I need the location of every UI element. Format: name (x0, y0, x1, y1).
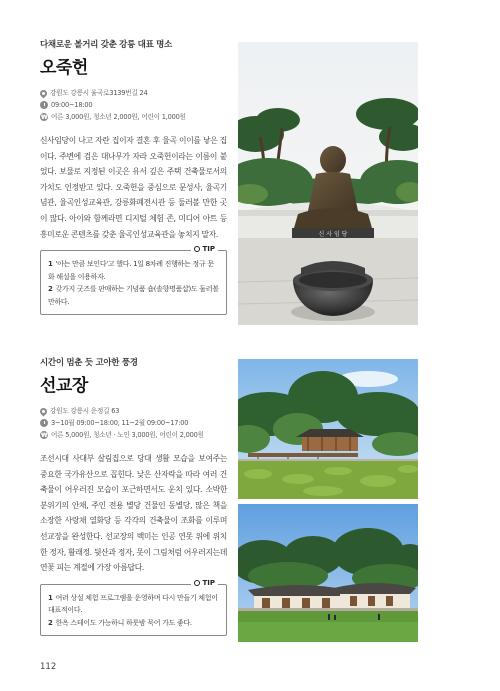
body-paragraph: 조선시대 사대부 살림집으로 당대 생활 모습을 보여주는 중요한 국가유산으로 꼽힌다. 낮은 산자락을 따라 여러 건축물이 어우러진 모습이 포근하면서도 운치 있다. 소박한 분위기의 안채, 주인 전용 별당 건물인 동별당, 많은 책을 소장한 사랑채 열화당 등 각각의 건축물이 조화를 이루며 선교장을 완성한다. 선교장의 백미는 인공 연못 위에 위치한 정자, 활래정. 뒷산과 정자, 못이 그림처럼 어우러지는데 연꽃 피는 계절에 가장 아름답다. (40, 454, 227, 573)
photo-seongyojang-hanok (238, 504, 418, 642)
tip-label (191, 245, 218, 253)
address-text: 강원도 강릉시 율곡로3139번길 24 (50, 89, 148, 97)
clock-icon (40, 101, 48, 109)
address-row (40, 405, 227, 417)
fees-text: 어른 5,000원, 청소년 · 노인 3,000원, 어린이 2,000원 (51, 431, 204, 439)
info-block (40, 405, 227, 441)
fees-row (40, 429, 227, 441)
text-column (40, 356, 227, 636)
fees-row (40, 111, 227, 123)
tip-item: 2 갖가지 굿즈를 판매하는 기념품 숍(솔향명품샵)도 둘러볼 만하다. (48, 285, 219, 306)
tip-badge-icon (194, 580, 200, 586)
won-coin-icon (40, 113, 48, 121)
tip-box (40, 578, 227, 637)
won-coin-icon (40, 431, 48, 439)
page-number: 112 (40, 662, 57, 672)
address-text: 강원도 강릉시 운정길 63 (50, 407, 120, 415)
text-column (40, 38, 227, 315)
tip-badge-icon (194, 246, 200, 252)
section-title: 오죽헌 (40, 58, 88, 78)
location-pin-icon (39, 406, 49, 416)
section-subtitle: 다채로운 볼거리 갖춘 강릉 대표 명소 (40, 40, 172, 50)
clock-icon (40, 419, 48, 427)
hours-row (40, 99, 227, 111)
tip-label-text: TIP (202, 245, 215, 254)
photo-hwallaejeong-pond (238, 359, 418, 499)
hours-text: 3~10월 09:00~18:00, 11~2월 09:00~17:00 (51, 419, 189, 427)
fees-text: 어른 3,000원, 청소년 2,000원, 어린이 1,000원 (51, 113, 186, 121)
location-pin-icon (39, 88, 49, 98)
info-block (40, 87, 227, 123)
tip-label (191, 579, 218, 587)
section-title: 선교장 (40, 376, 88, 396)
tip-item: 1 '아는 만큼 보인다'고 했다. 1일 8차례 진행하는 정규 문화 해설을 이용하자. (48, 260, 214, 281)
statue-plaque-text: 신 사 임 당 (318, 231, 348, 238)
tip-item: 1 여러 상설 체험 프로그램을 운영하며 다시 만들기 체험이 대표적이다. (48, 593, 218, 615)
section-seongyojang (40, 356, 460, 646)
hours-row (40, 417, 227, 429)
tip-box (40, 245, 227, 315)
tip-item: 2 한옥 스테이도 가능하니 하룻밤 묵어 가도 좋다. (48, 618, 192, 627)
section-subtitle: 시간이 멈춘 듯 고아한 풍경 (40, 358, 138, 368)
tip-label-text: TIP (202, 578, 215, 587)
photo-saimdang-statue (238, 42, 418, 325)
hours-text: 09:00~18:00 (51, 101, 93, 109)
body-paragraph: 신사임당이 나고 자란 집이자 결혼 후 율곡 이이를 낳은 집이다. 주변에 검은 대나무가 자라 오죽헌이라는 이름이 붙었다. 보물로 지정된 이곳은 유서 깊은 주택 건축물로서의 가치도 인정받고 있다. 오죽헌을 중심으로 문성사, 율곡기념관, 율곡인성교육관, 강릉화폐전시관 등 둘러볼 만한 곳이 많다. 아이와 함께라면 디지털 체험 존, 미디어 아트 등 흥미로운 콘텐츠를 갖춘 율곡인성교육관을 놓치지 말자. (40, 136, 227, 239)
address-row (40, 87, 227, 99)
section-ojukheon (40, 38, 460, 328)
